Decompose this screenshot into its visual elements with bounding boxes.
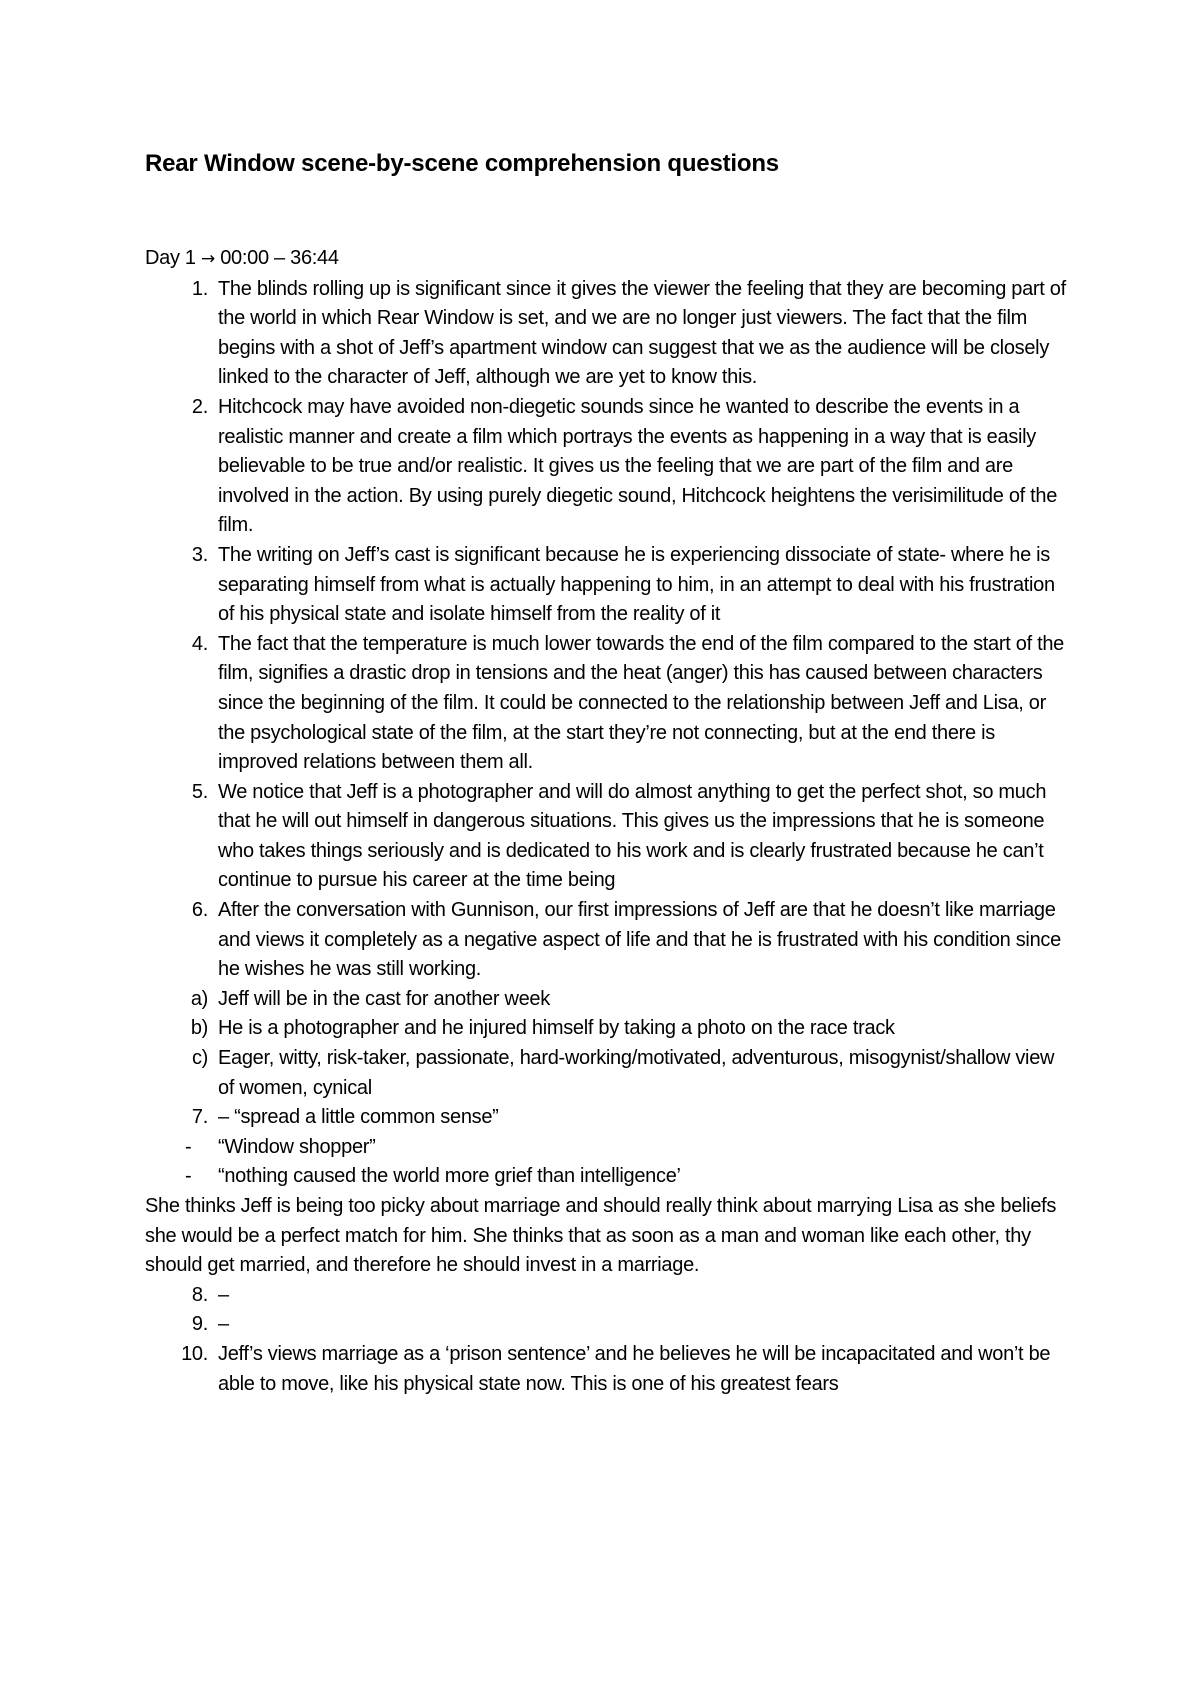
dash-item [145,1162,1075,1192]
list-item-text: – [218,1313,229,1336]
sub-item-a [145,985,1075,1015]
list-item-8 [145,1281,1075,1311]
list-item-text: He is a photographer and he injured himself by taking a photo on the race track [218,1017,895,1040]
list-marker: 6. [191,899,208,922]
list-marker: a) [190,987,208,1010]
list-item-text: The blinds rolling up is significant since it gives the viewer the feeling that they are becoming part of the world in which Rear Window is set, and we are no longer just viewers. The fact that the film begins with a shot of Jeff’s apartment window can suggest that we as the audience will be closely linked to the character of Jeff, although we are yet to know this. [218,277,1066,389]
list-marker: 1. [191,277,208,300]
list-item-text: We notice that Jeff is a photographer and will do almost anything to get the perfect shot, so much that he will out himself in dangerous situations. This gives us the impressions that he is someone who takes things seriously and is dedicated to his work and is clearly frustrated because he can’t continue to pursue his career at the time being [218,780,1047,892]
list-marker: c) [191,1047,208,1070]
list-item-4 [145,630,1075,778]
list-item-6 [145,896,1075,985]
list-item-text: The writing on Jeff’s cast is significant because he is experiencing dissociate of state- where he is separating himself from what is actually happening to him, in an attempt to deal with his frustration of his physical state and isolate himself from the reality of it [218,543,1055,626]
day-heading [145,244,1075,275]
list-item-1 [145,275,1075,393]
list-item-9 [145,1310,1075,1340]
list-item-text: The fact that the temperature is much lower towards the end of the film compared to the start of the film, signifies a drastic drop in tensions and the heat (anger) this has caused between characters since the beginning of the film. It could be connected to the relationship between Jeff and Lisa, or the psychological state of the film, at the start they’re not connecting, but at the end there is improved relations between them all. [218,632,1064,774]
day-label: Day 1 [145,247,196,269]
list-item-text: Eager, witty, risk-taker, passionate, hard-working/motivated, adventurous, misogynist/shallow view of women, cynical [218,1047,1055,1099]
list-marker: 2. [191,395,208,418]
document-body [145,244,1075,1399]
body-paragraph: She thinks Jeff is being too picky about marriage and should really think about marrying Lisa as she beliefs she would be a perfect match for him. She thinks that as soon as a man and woman like each other, thy should get married, and therefore he should invest in a marriage. [145,1195,1057,1277]
list-item-text: Jeff’s views marriage as a ‘prison sentence’ and he believes he will be incapacitated and won’t be able to move, like his physical state now. This is one of his greatest fears [218,1342,1051,1395]
list-marker: 8. [191,1283,208,1306]
list-marker: 3. [191,543,208,566]
list-marker: 10. [181,1342,208,1365]
list-item-3 [145,541,1075,630]
list-item-text: Jeff will be in the cast for another week [218,987,550,1010]
list-item-text: – [218,1283,229,1306]
list-item-7 [145,1103,1075,1133]
dash-marker: - [185,1135,192,1158]
list-item-2 [145,393,1075,541]
document-title: Rear Window scene-by-scene comprehension questions [145,150,779,177]
right-arrow-icon: → [201,249,215,269]
list-marker: b) [190,1017,208,1040]
dash-item [145,1133,1075,1163]
sub-item-b [145,1014,1075,1044]
dash-marker: - [185,1165,192,1188]
list-marker: 4. [191,632,208,655]
list-marker: 7. [191,1106,208,1129]
list-item-10 [145,1340,1075,1399]
list-item-text: After the conversation with Gunnison, our first impressions of Jeff are that he doesn’t like marriage and views it completely as a negative aspect of life and that he is frustrated with his condition since he wishes he was still working. [218,899,1061,981]
list-item-text: – “spread a little common sense” [218,1106,499,1129]
list-marker: 9. [191,1313,208,1336]
time-range: 00:00 – 36:44 [220,247,339,269]
dash-item-text: “nothing caused the world more grief than intelligence’ [218,1165,681,1188]
dash-item-text: “Window shopper” [218,1135,376,1158]
list-item-5 [145,778,1075,896]
list-item-text: Hitchcock may have avoided non-diegetic sounds since he wanted to describe the events in a realistic manner and create a film which portrays the events as happening in a way that is easily believable to be true and/or realistic. It gives us the feeling that we are part of the film and are involved in the action. By using purely diegetic sound, Hitchcock heightens the verisimilitude of the film. [218,395,1058,537]
sub-item-c [145,1044,1075,1103]
list-marker: 5. [191,780,208,803]
